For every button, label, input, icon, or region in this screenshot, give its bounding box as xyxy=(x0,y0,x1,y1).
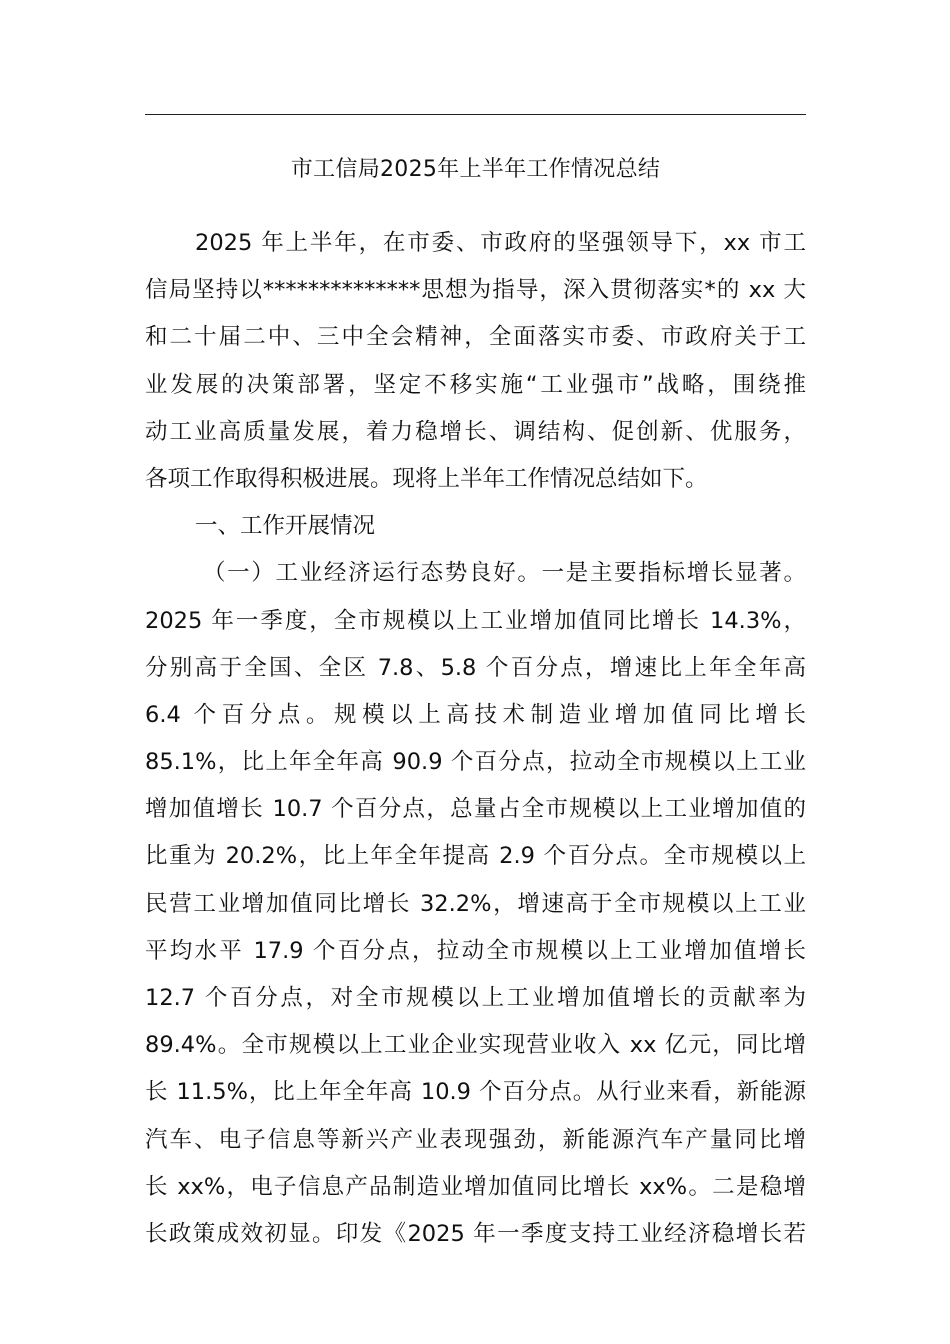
text-line: 分别高于全国、全区 7.8、5.8 个百分点，增速比上年全年高 xyxy=(145,654,806,681)
text-line: 长政策成效初显。印发《2025 年一季度支持工业经济稳增长若 xyxy=(145,1220,806,1247)
text-line: 民营工业增加值同比增长 32.2%，增速高于全市规模以上工业 xyxy=(145,890,806,917)
text-line: 2025 年一季度，全市规模以上工业增加值同比增长 14.3%， xyxy=(145,607,806,634)
text-line: 长 xx%，电子信息产品制造业增加值同比增长 xx%。二是稳增 xyxy=(145,1173,806,1200)
text-line: 各项工作取得积极进展。现将上半年工作情况总结如下。 xyxy=(145,465,708,492)
text-line: 85.1%，比上年全年高 90.9 个百分点，拉动全市规模以上工业 xyxy=(145,749,806,776)
subsection-heading: （一）工业经济运行态势良好。一是主要指标增长显著。 xyxy=(203,560,806,587)
text-line: 汽车、电子信息等新兴产业表现强劲，新能源汽车产量同比增 xyxy=(145,1126,806,1153)
document-title: 市工信局2025年上半年工作情况总结 xyxy=(290,157,661,182)
text-line: 和二十届二中、三中全会精神，全面落实市委、市政府关于工 xyxy=(145,324,806,351)
text-line: 比重为 20.2%，比上年全年提高 2.9 个百分点。全市规模以上 xyxy=(145,843,806,870)
text-line: 动工业高质量发展，着力稳增长、调结构、促创新、优服务， xyxy=(145,418,806,445)
text-line: 增加值增长 10.7 个百分点，总量占全市规模以上工业增加值的 xyxy=(145,796,806,823)
text-line: 平均水平 17.9 个百分点，拉动全市规模以上工业增加值增长 xyxy=(145,937,806,964)
text-line: 信局坚持以**************思想为指导，深入贯彻落实*的 xx 大 xyxy=(145,277,806,304)
text-line: 2025 年上半年，在市委、市政府的坚强领导下，xx 市工 xyxy=(195,230,806,256)
document-body xyxy=(145,220,806,1258)
text-line: 6.4 个百分点。规模以上高技术制造业增加值同比增长 xyxy=(145,701,806,728)
text-line: 89.4%。全市规模以上工业企业实现营业收入 xx 亿元，同比增 xyxy=(145,1032,806,1059)
header-rule xyxy=(145,114,806,115)
section-heading: 一、工作开展情况 xyxy=(195,513,376,540)
text-line: 业发展的决策部署，坚定不移实施“工业强市”战略，围绕推 xyxy=(145,371,806,398)
text-line: 12.7 个百分点，对全市规模以上工业增加值增长的贡献率为 xyxy=(145,985,806,1011)
text-line: 长 11.5%，比上年全年高 10.9 个百分点。从行业来看，新能源 xyxy=(145,1079,806,1106)
